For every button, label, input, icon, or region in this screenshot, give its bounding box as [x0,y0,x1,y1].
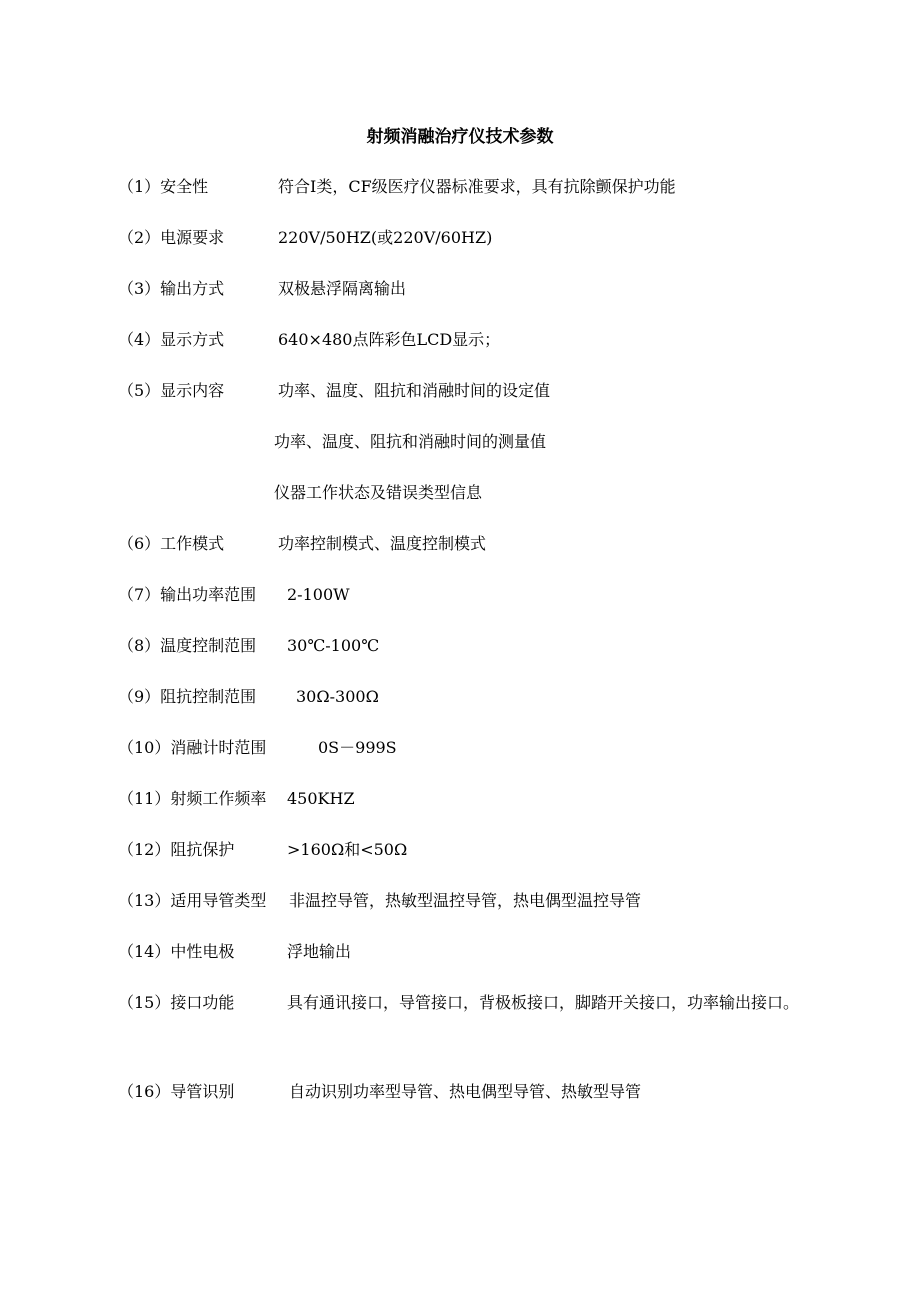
param-value: 符合Ⅰ类，CF级医疗仪器标准要求，具有抗除颤保护功能 [278,177,676,196]
param-label: （14）中性电极 [118,942,235,961]
param-label: （10）消融计时范围 [118,738,267,757]
param-label: （8）温度控制范围 [118,636,257,655]
param-label: （7）输出功率范围 [118,585,257,604]
param-label: （12）阻抗保护 [118,840,235,859]
param-label: （9）阻抗控制范围 [118,687,257,706]
param-value: 自动识别功率型导管、热电偶型导管、热敏型导管 [289,1082,642,1101]
param-label: （1）安全性 [118,177,209,196]
param-value: 功率控制模式、温度控制模式 [278,534,487,553]
param-value: 双极悬浮隔离输出 [278,279,407,298]
param-value: 0S－999S [318,738,397,757]
param-value: 浮地输出 [287,942,352,961]
param-row-15 [112,991,842,1015]
param-value: 30Ω-300Ω [296,687,379,706]
param-value: >160Ω和<50Ω [287,840,408,859]
document-title: 射频消融治疗仪技术参数 [366,127,554,147]
param-label: （11）射频工作频率 [118,789,267,808]
param-label: （3）输出方式 [118,279,225,298]
param-label: （2）电源要求 [118,228,225,247]
param-label: （5）显示内容 [118,381,225,400]
param-label: （16）导管识别 [118,1082,235,1101]
param-value: 2-100W [287,585,350,604]
param-value: 功率、温度、阻抗和消融时间的设定值 [278,381,551,400]
param-value: 仪器工作状态及错误类型信息 [274,483,483,502]
param-label: （4）显示方式 [118,330,225,349]
param-value: 非温控导管，热敏型温控导管，热电偶型温控导管 [289,891,642,910]
param-value: 640×480点阵彩色LCD显示； [278,330,501,349]
param-label: （6）工作模式 [118,534,225,553]
param-value: 具有通讯接口，导管接口，背极板接口，脚踏开关接口，功率输出接口。 [287,993,800,1012]
param-value: 功率、温度、阻抗和消融时间的测量值 [274,432,547,451]
param-value: 30℃-100℃ [287,636,380,655]
param-label: （15）接口功能 [118,993,235,1012]
param-value: 450KHZ [287,789,355,808]
param-value: 220V/50HZ(或220V/60HZ) [278,228,493,247]
param-label: （13）适用导管类型 [118,891,267,910]
